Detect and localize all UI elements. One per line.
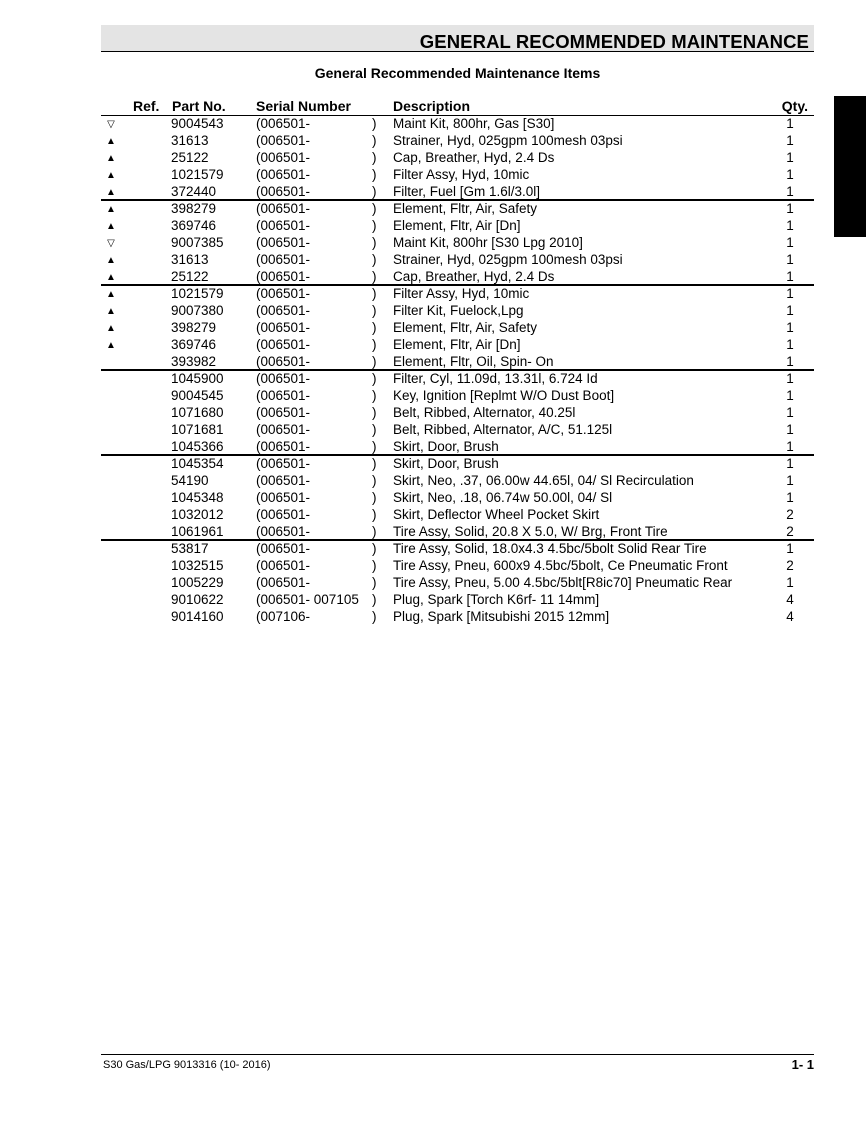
serial-range-close: ) (372, 405, 377, 420)
part-number: 31613 (171, 133, 209, 148)
table-row (101, 506, 814, 523)
serial-range-close: ) (372, 184, 377, 199)
header-band (101, 25, 814, 52)
quantity: 2 (786, 507, 794, 522)
serial-range-close: ) (372, 320, 377, 335)
serial-number: (006501- (256, 337, 311, 352)
serial-number: (006501- (256, 116, 311, 131)
serial-number: (006501- (256, 184, 311, 199)
serial-number: (006501- (256, 354, 311, 369)
table-row (101, 285, 814, 302)
page-title: GENERAL RECOMMENDED MAINTENANCE (419, 31, 809, 52)
serial-number: (006501- (256, 575, 311, 590)
quantity: 1 (786, 371, 794, 386)
column-header-qty: Qty. (781, 98, 808, 114)
part-number: 1061961 (171, 524, 224, 539)
serial-range-close: ) (372, 473, 377, 488)
quantity: 1 (786, 320, 794, 335)
table-row (101, 421, 814, 438)
serial-range-close: ) (372, 286, 377, 301)
serial-range-close: ) (372, 388, 377, 403)
table-row (101, 370, 814, 387)
table-row (101, 574, 814, 591)
serial-range-close: ) (372, 116, 377, 131)
serial-range-close: ) (372, 541, 377, 556)
description: Tire Assy, Solid, 20.8 X 5.0, W/ Brg, Front Tire (393, 524, 668, 539)
quantity: 1 (786, 422, 794, 437)
description: Cap, Breather, Hyd, 2.4 Ds (393, 269, 555, 284)
serial-range-close: ) (372, 507, 377, 522)
serial-range-close: ) (372, 609, 377, 624)
serial-range-close: ) (372, 575, 377, 590)
table-row (101, 302, 814, 319)
serial-number: (006501- (256, 201, 311, 216)
description: Skirt, Door, Brush (393, 456, 499, 471)
part-number: 1071680 (171, 405, 224, 420)
part-number: 372440 (171, 184, 217, 199)
serial-range-close: ) (372, 592, 377, 607)
quantity: 1 (786, 303, 794, 318)
table-row (101, 115, 814, 132)
column-header-ref: Ref. (133, 98, 160, 114)
description: Tire Assy, Pneu, 5.00 4.5bc/5blt[R8ic70] Pneumatic Rear (393, 575, 733, 590)
part-number: 398279 (171, 320, 217, 335)
table-row (101, 523, 814, 540)
serial-number: (006501- (256, 303, 311, 318)
serial-number: (006501- (256, 473, 311, 488)
table-header (101, 98, 814, 116)
description: Filter, Fuel [Gm 1.6l/3.0l] (393, 184, 541, 199)
part-number: 25122 (171, 269, 209, 284)
column-header-description: Description (393, 98, 471, 114)
quantity: 1 (786, 269, 794, 284)
table-row (101, 149, 814, 166)
serial-range-close: ) (372, 133, 377, 148)
table-row (101, 387, 814, 404)
serial-range-close: ) (372, 490, 377, 505)
footer-document-id: S30 Gas/LPG 9013316 (10- 2016) (103, 1059, 271, 1071)
ref-marker-icon: ▲ (106, 221, 116, 232)
description: Filter Kit, Fuelock,Lpg (393, 303, 524, 318)
serial-number: (006501- (256, 456, 311, 471)
serial-number: (006501- (256, 269, 311, 284)
serial-range-close: ) (372, 167, 377, 182)
part-number: 369746 (171, 218, 217, 233)
description: Maint Kit, 800hr, Gas [S30] (393, 116, 555, 131)
ref-marker-icon: ▲ (106, 323, 116, 334)
quantity: 1 (786, 456, 794, 471)
ref-marker-icon: ▽ (107, 238, 115, 249)
part-number: 1045366 (171, 439, 224, 454)
quantity: 1 (786, 184, 794, 199)
section-subtitle: General Recommended Maintenance Items (314, 65, 601, 81)
serial-number: (006501- (256, 507, 311, 522)
table-row (101, 353, 814, 370)
serial-number: (006501- (256, 320, 311, 335)
footer-divider (101, 1054, 814, 1055)
serial-number: (006501- (256, 252, 311, 267)
serial-number: (006501- (256, 286, 311, 301)
quantity: 1 (786, 218, 794, 233)
quantity: 1 (786, 167, 794, 182)
part-number: 9007380 (171, 303, 224, 318)
quantity: 1 (786, 388, 794, 403)
quantity: 1 (786, 337, 794, 352)
part-number: 9007385 (171, 235, 224, 250)
description: Element, Fltr, Air, Safety (393, 201, 538, 216)
serial-range-close: ) (372, 558, 377, 573)
ref-marker-icon: ▲ (106, 289, 116, 300)
ref-marker-icon: ▲ (106, 255, 116, 266)
part-number: 9010622 (171, 592, 224, 607)
description: Maint Kit, 800hr [S30 Lpg 2010] (393, 235, 583, 250)
quantity: 1 (786, 116, 794, 131)
serial-range-close: ) (372, 337, 377, 352)
serial-range-close: ) (372, 456, 377, 471)
serial-number: (006501- (256, 371, 311, 386)
table-row (101, 183, 814, 200)
serial-number: (007106- (256, 609, 311, 624)
serial-range-close: ) (372, 303, 377, 318)
quantity: 1 (786, 235, 794, 250)
quantity: 2 (786, 524, 794, 539)
column-header-part-no: Part No. (172, 98, 226, 114)
description: Strainer, Hyd, 025gpm 100mesh 03psi (393, 252, 623, 267)
table-row (101, 251, 814, 268)
quantity: 1 (786, 354, 794, 369)
part-number: 398279 (171, 201, 217, 216)
quantity: 1 (786, 150, 794, 165)
part-number: 54190 (171, 473, 209, 488)
quantity: 2 (786, 558, 794, 573)
serial-range-close: ) (372, 439, 377, 454)
serial-range-close: ) (372, 252, 377, 267)
table-row (101, 200, 814, 217)
serial-number: (006501- (256, 541, 311, 556)
quantity: 1 (786, 286, 794, 301)
serial-range-close: ) (372, 235, 377, 250)
description: Belt, Ribbed, Alternator, A/C, 51.125l (393, 422, 613, 437)
table-row (101, 540, 814, 557)
ref-marker-icon: ▲ (106, 187, 116, 198)
ref-marker-icon: ▲ (106, 306, 116, 317)
part-number: 1032515 (171, 558, 224, 573)
serial-number: (006501- (256, 388, 311, 403)
part-number: 1045354 (171, 456, 224, 471)
ref-marker-icon: ▲ (106, 170, 116, 181)
quantity: 4 (786, 609, 794, 624)
parts-table-body (101, 115, 814, 625)
serial-number: (006501- (256, 218, 311, 233)
serial-range-close: ) (372, 354, 377, 369)
serial-number: (006501- (256, 133, 311, 148)
part-number: 1071681 (171, 422, 224, 437)
table-row (101, 404, 814, 421)
description: Cap, Breather, Hyd, 2.4 Ds (393, 150, 555, 165)
description: Skirt, Door, Brush (393, 439, 499, 454)
serial-number: (006501- (256, 235, 311, 250)
quantity: 1 (786, 201, 794, 216)
ref-marker-icon: ▲ (106, 204, 116, 215)
description: Strainer, Hyd, 025gpm 100mesh 03psi (393, 133, 623, 148)
description: Filter, Cyl, 11.09d, 13.31l, 6.724 Id (393, 371, 598, 386)
part-number: 1005229 (171, 575, 224, 590)
serial-number: (006501- (256, 405, 311, 420)
serial-number: (006501- (256, 439, 311, 454)
table-row (101, 438, 814, 455)
footer-page-number: 1- 1 (791, 1057, 814, 1072)
quantity: 1 (786, 575, 794, 590)
part-number: 1045348 (171, 490, 224, 505)
description: Skirt, Deflector Wheel Pocket Skirt (393, 507, 600, 522)
ref-marker-icon: ▲ (106, 340, 116, 351)
table-row (101, 234, 814, 251)
serial-range-close: ) (372, 371, 377, 386)
part-number: 53817 (171, 541, 209, 556)
description: Belt, Ribbed, Alternator, 40.25l (393, 405, 576, 420)
section-tab-marker (834, 96, 866, 237)
description: Element, Fltr, Oil, Spin- On (393, 354, 554, 369)
part-number: 31613 (171, 252, 209, 267)
quantity: 1 (786, 439, 794, 454)
part-number: 393982 (171, 354, 217, 369)
ref-marker-icon: ▲ (106, 153, 116, 164)
table-row (101, 336, 814, 353)
serial-number: (006501- 007105 (256, 592, 359, 607)
quantity: 4 (786, 592, 794, 607)
description: Skirt, Neo, .37, 06.00w 44.65l, 04/ Sl Recirculation (393, 473, 694, 488)
part-number: 1045900 (171, 371, 224, 386)
serial-range-close: ) (372, 201, 377, 216)
description: Filter Assy, Hyd, 10mic (393, 286, 530, 301)
description: Key, Ignition [Replmt W/O Dust Boot] (393, 388, 615, 403)
ref-marker-icon: ▽ (107, 119, 115, 130)
part-number: 9004545 (171, 388, 224, 403)
serial-range-close: ) (372, 524, 377, 539)
quantity: 1 (786, 541, 794, 556)
ref-marker-icon: ▲ (106, 272, 116, 283)
table-row (101, 489, 814, 506)
description: Element, Fltr, Air, Safety (393, 320, 538, 335)
serial-range-close: ) (372, 269, 377, 284)
table-row (101, 455, 814, 472)
serial-number: (006501- (256, 558, 311, 573)
table-row (101, 268, 814, 285)
serial-number: (006501- (256, 422, 311, 437)
description: Filter Assy, Hyd, 10mic (393, 167, 530, 182)
serial-range-close: ) (372, 218, 377, 233)
serial-range-close: ) (372, 422, 377, 437)
quantity: 1 (786, 133, 794, 148)
table-row (101, 591, 814, 608)
quantity: 1 (786, 252, 794, 267)
table-row (101, 132, 814, 149)
description: Tire Assy, Pneu, 600x9 4.5bc/5bolt, Ce Pneumatic Front (393, 558, 728, 573)
description: Skirt, Neo, .18, 06.74w 50.00l, 04/ Sl (393, 490, 613, 505)
quantity: 1 (786, 405, 794, 420)
serial-number: (006501- (256, 490, 311, 505)
table-row (101, 217, 814, 234)
description: Element, Fltr, Air [Dn] (393, 337, 521, 352)
description: Element, Fltr, Air [Dn] (393, 218, 521, 233)
ref-marker-icon: ▲ (106, 136, 116, 147)
table-row (101, 319, 814, 336)
serial-number: (006501- (256, 150, 311, 165)
description: Plug, Spark [Mitsubishi 2015 12mm] (393, 609, 610, 624)
quantity: 1 (786, 473, 794, 488)
description: Plug, Spark [Torch K6rf- 11 14mm] (393, 592, 600, 607)
part-number: 1021579 (171, 167, 224, 182)
part-number: 25122 (171, 150, 209, 165)
table-row (101, 166, 814, 183)
part-number: 9004543 (171, 116, 224, 131)
part-number: 9014160 (171, 609, 224, 624)
table-row (101, 472, 814, 489)
serial-number: (006501- (256, 524, 311, 539)
serial-range-close: ) (372, 150, 377, 165)
serial-number: (006501- (256, 167, 311, 182)
quantity: 1 (786, 490, 794, 505)
description: Tire Assy, Solid, 18.0x4.3 4.5bc/5bolt Solid Rear Tire (393, 541, 707, 556)
part-number: 1032012 (171, 507, 224, 522)
column-header-serial-number: Serial Number (256, 98, 351, 114)
part-number: 369746 (171, 337, 217, 352)
part-number: 1021579 (171, 286, 224, 301)
table-row (101, 608, 814, 625)
table-row (101, 557, 814, 574)
